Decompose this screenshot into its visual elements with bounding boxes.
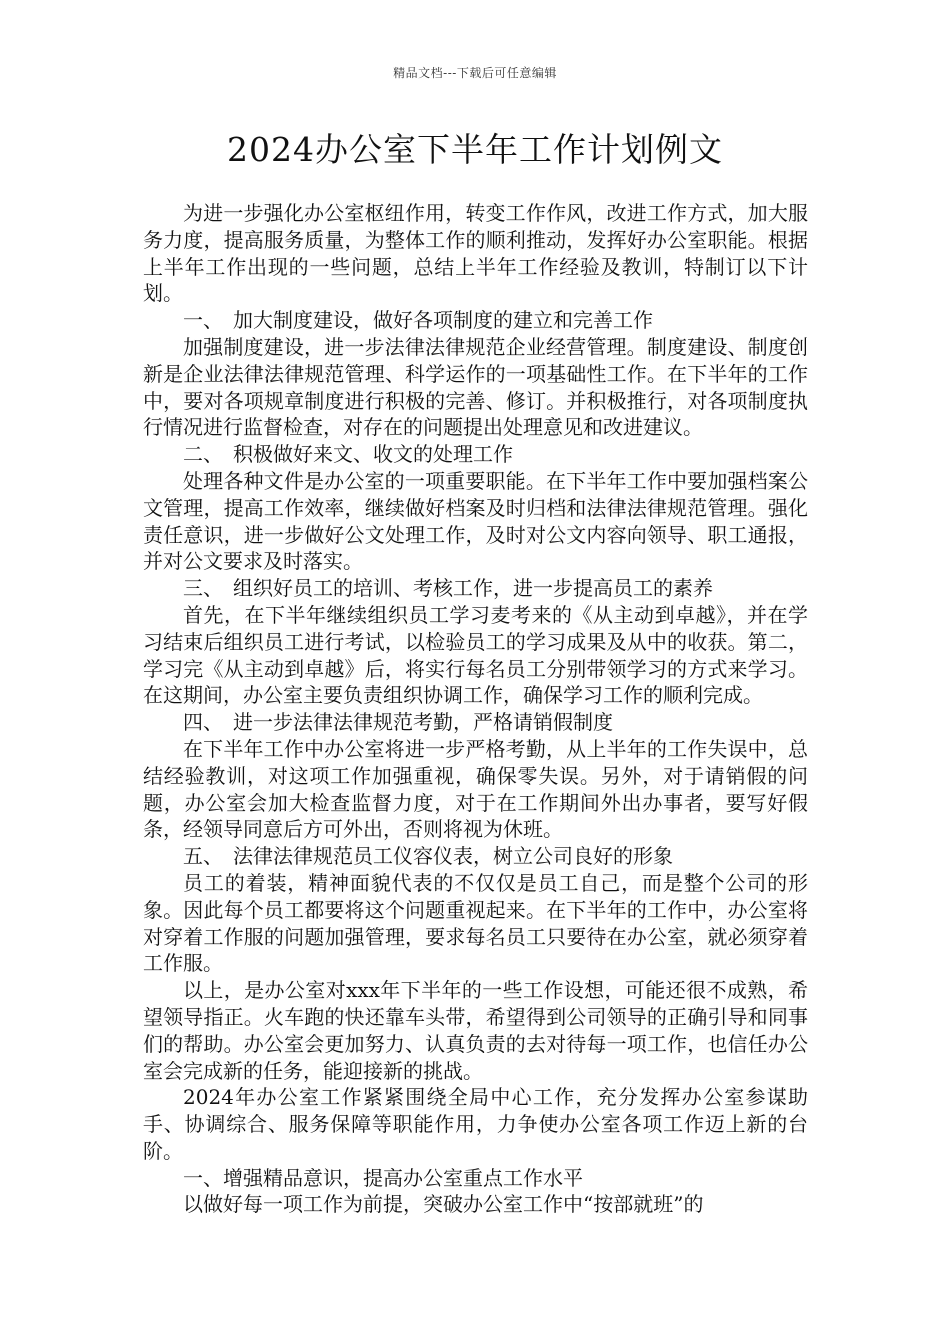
section-heading-4: 四、 进一步法律法律规范考勤，严格请销假制度 [183,710,613,735]
paragraph-intro: 为进一步强化办公室枢纽作用，转变工作作风，改进工作方式，加大服务力度，提高服务质量，为整体工作的顺利推动，发挥好办公室职能。根据上半年工作出现的一些问题，总结上半年工作经验及教训，特制订以下计划。 [143,201,808,306]
document-title: 2024办公室下半年工作计划例文 [227,130,723,169]
section-heading-5: 五、 法律法律规范员工仪容仪表，树立公司良好的形象 [183,844,673,869]
section-heading-2: 二、 积极做好来文、收文的处理工作 [183,442,513,467]
paragraph-conclusion: 以上，是办公室对xxx年下半年的一些工作设想，可能还很不成熟，希望领导指正。火车跑的快还靠车头带，希望得到公司领导的正确引导和同事们的帮助。办公室会更加努力、认真负责的去对待每一项工作，也信任办公室会完成新的任务，能迎接新的挑战。 [143,978,808,1083]
paragraph-section-2: 处理各种文件是办公室的一项重要职能。在下半年工作中要加强档案公文管理，提高工作效率，继续做好档案及时归档和法律法律规范管理。强化责任意识，进一步做好公文处理工作，及时对公文内容向领导、职工通报，并对公文要求及时落实。 [143,468,808,574]
document-body [143,200,808,1218]
paragraph-section-3: 首先，在下半年继续组织员工学习麦考来的《从主动到卓越》，并在学习结束后组织员工进行考试，以检验员工的学习成果及从中的收获。第二，学习完《从主动到卓越》后，将实行每名员工分别带领学习的方式来学习。在这期间，办公室主要负责组织协调工作，确保学习工作的顺利完成。 [143,602,808,708]
section-heading-3: 三、 组织好员工的培训、考核工作，进一步提高员工的素养 [183,576,713,601]
paragraph-2024-intro: 2024年办公室工作紧紧围绕全局中心工作，充分发挥办公室参谋助手、协调综合、服务保障等职能作用，力争使办公室各项工作迈上新的台阶。 [143,1085,808,1163]
header-note: 精品文档---下载后可任意编辑 [393,66,557,80]
section-heading-2024-1: 一、增强精品意识，提高办公室重点工作水平 [183,1165,583,1190]
paragraph-section-4: 在下半年工作中办公室将进一步严格考勤，从上半年的工作失误中，总结经验教训，对这项工作加强重视，确保零失误。另外，对于请销假的问题，办公室会加大检查监督力度，对于在工作期间外出办事者，要写好假条，经领导同意后方可外出，否则将视为休班。 [143,736,808,842]
paragraph-2024-1: 以做好每一项工作为前提，突破办公室工作中“按部就班”的 [183,1192,704,1217]
paragraph-section-1: 加强制度建设，进一步法律法律规范企业经营管理。制度建设、制度创新是企业法律法律规范管理、科学运作的一项基础性工作。在下半年的工作中，要对各项规章制度进行积极的完善、修订。并积极推行，对各项制度执行情况进行监督检查，对存在的问题提出处理意见和改进建议。 [143,334,808,440]
section-heading-1: 一、 加大制度建设，做好各项制度的建立和完善工作 [183,308,653,333]
paragraph-section-5: 员工的着装，精神面貌代表的不仅仅是员工自己，而是整个公司的形象。因此每个员工都要将这个问题重视起来。在下半年的工作中，办公室将对穿着工作服的问题加强管理，要求每名员工只要待在办公室，就必须穿着工作服。 [143,870,808,976]
